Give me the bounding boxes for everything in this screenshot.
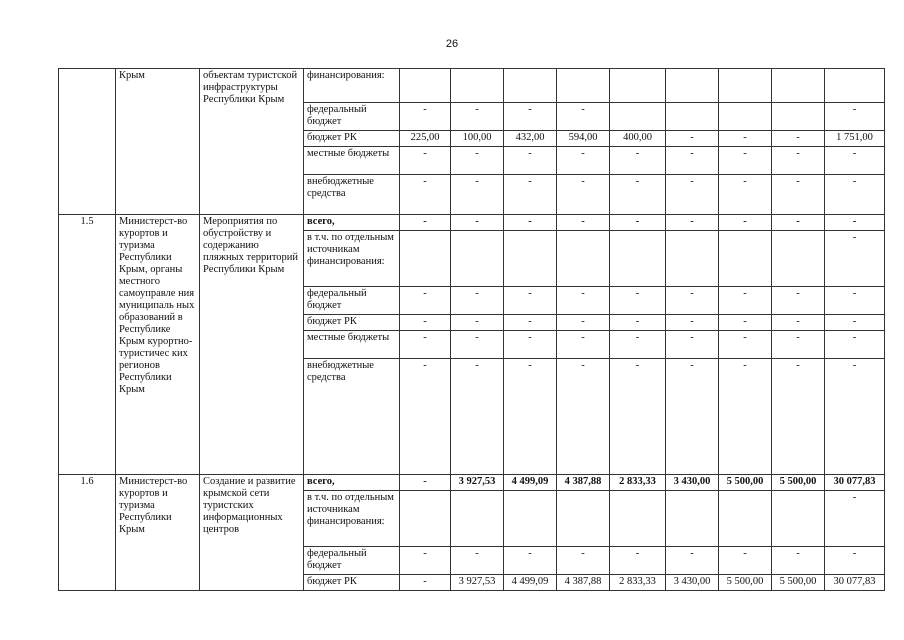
- value-cell: -: [451, 175, 504, 215]
- row-number: [59, 69, 116, 215]
- value-cell: -: [610, 215, 666, 231]
- funding-source-cell: всего,: [304, 475, 400, 491]
- value-cell: -: [825, 147, 885, 175]
- value-cell: -: [400, 147, 451, 175]
- value-cell: -: [400, 331, 451, 359]
- value-cell: [504, 231, 557, 287]
- value-cell: [610, 103, 666, 131]
- value-cell: -: [772, 147, 825, 175]
- value-cell: -: [400, 475, 451, 491]
- value-cell: [719, 231, 772, 287]
- financing-table: [58, 68, 885, 591]
- value-cell: 4 499,09: [504, 475, 557, 491]
- value-cell: -: [825, 491, 885, 547]
- executor-cell: Министерст-во курортов и туризма Республики Крым, органы местного самоуправле ния муниципаль ных образований в Республике Крым курортно-туристичес ких регионов Республики Крым: [116, 215, 200, 475]
- value-cell: -: [825, 547, 885, 575]
- value-cell: 2 833,33: [610, 475, 666, 491]
- value-cell: [772, 491, 825, 547]
- value-cell: -: [719, 331, 772, 359]
- value-cell: -: [451, 147, 504, 175]
- value-cell: -: [504, 103, 557, 131]
- funding-source-cell: бюджет РК: [304, 131, 400, 147]
- value-cell: [400, 231, 451, 287]
- value-cell: [719, 491, 772, 547]
- value-cell: -: [666, 215, 719, 231]
- value-cell: 3 430,00: [666, 475, 719, 491]
- value-cell: -: [825, 103, 885, 131]
- value-cell: -: [504, 331, 557, 359]
- value-cell: -: [825, 287, 885, 315]
- value-cell: 100,00: [451, 131, 504, 147]
- executor-cell: Министерст-во курортов и туризма Республики Крым: [116, 475, 200, 591]
- value-cell: [400, 69, 451, 103]
- value-cell: 4 499,09: [504, 575, 557, 591]
- value-cell: -: [666, 287, 719, 315]
- value-cell: -: [451, 103, 504, 131]
- value-cell: -: [400, 547, 451, 575]
- value-cell: -: [451, 315, 504, 331]
- value-cell: -: [557, 547, 610, 575]
- value-cell: [504, 69, 557, 103]
- value-cell: -: [557, 359, 610, 475]
- funding-source-cell: внебюджетные средства: [304, 359, 400, 475]
- value-cell: -: [610, 331, 666, 359]
- value-cell: -: [772, 331, 825, 359]
- value-cell: -: [504, 287, 557, 315]
- value-cell: -: [719, 175, 772, 215]
- value-cell: -: [557, 147, 610, 175]
- value-cell: 5 500,00: [719, 575, 772, 591]
- value-cell: [400, 491, 451, 547]
- value-cell: -: [772, 547, 825, 575]
- value-cell: [666, 103, 719, 131]
- funding-source-cell: местные бюджеты: [304, 147, 400, 175]
- value-cell: -: [451, 547, 504, 575]
- value-cell: [825, 69, 885, 103]
- value-cell: [451, 231, 504, 287]
- funding-source-cell: финансирования:: [304, 69, 400, 103]
- value-cell: -: [772, 215, 825, 231]
- value-cell: -: [825, 315, 885, 331]
- value-cell: [666, 491, 719, 547]
- value-cell: -: [825, 175, 885, 215]
- value-cell: -: [772, 287, 825, 315]
- value-cell: 400,00: [610, 131, 666, 147]
- value-cell: 2 833,33: [610, 575, 666, 591]
- value-cell: -: [400, 575, 451, 591]
- value-cell: 30 077,83: [825, 475, 885, 491]
- value-cell: -: [504, 175, 557, 215]
- value-cell: 5 500,00: [772, 575, 825, 591]
- value-cell: -: [825, 215, 885, 231]
- value-cell: [451, 69, 504, 103]
- value-cell: -: [825, 331, 885, 359]
- page-number: 26: [445, 38, 459, 50]
- value-cell: 1 751,00: [825, 131, 885, 147]
- value-cell: [504, 491, 557, 547]
- value-cell: -: [610, 175, 666, 215]
- value-cell: 30 077,83: [825, 575, 885, 591]
- value-cell: -: [719, 315, 772, 331]
- value-cell: -: [719, 215, 772, 231]
- value-cell: -: [451, 331, 504, 359]
- value-cell: -: [504, 315, 557, 331]
- value-cell: -: [557, 215, 610, 231]
- value-cell: -: [610, 547, 666, 575]
- row-number: 1.6: [59, 475, 116, 591]
- value-cell: -: [557, 315, 610, 331]
- value-cell: -: [610, 359, 666, 475]
- value-cell: -: [504, 147, 557, 175]
- value-cell: [557, 231, 610, 287]
- value-cell: -: [666, 359, 719, 475]
- value-cell: -: [666, 175, 719, 215]
- activity-cell: Создание и развитие крымской сети туристских информационных центров: [200, 475, 304, 591]
- table-row: [59, 475, 885, 491]
- value-cell: -: [400, 215, 451, 231]
- value-cell: -: [772, 175, 825, 215]
- value-cell: [557, 69, 610, 103]
- value-cell: 5 500,00: [719, 475, 772, 491]
- value-cell: -: [504, 547, 557, 575]
- value-cell: -: [719, 547, 772, 575]
- table-row: [59, 69, 885, 103]
- value-cell: [610, 231, 666, 287]
- value-cell: [451, 491, 504, 547]
- value-cell: -: [504, 215, 557, 231]
- value-cell: [610, 69, 666, 103]
- value-cell: [772, 69, 825, 103]
- funding-source-cell: федеральный бюджет: [304, 287, 400, 315]
- value-cell: [772, 231, 825, 287]
- value-cell: -: [772, 359, 825, 475]
- value-cell: [719, 103, 772, 131]
- executor-cell: Крым: [116, 69, 200, 215]
- value-cell: -: [719, 287, 772, 315]
- value-cell: [557, 491, 610, 547]
- value-cell: [772, 103, 825, 131]
- value-cell: -: [400, 175, 451, 215]
- value-cell: -: [666, 315, 719, 331]
- value-cell: 3 927,53: [451, 475, 504, 491]
- value-cell: 225,00: [400, 131, 451, 147]
- value-cell: -: [719, 131, 772, 147]
- value-cell: -: [825, 231, 885, 287]
- funding-source-cell: в т.ч. по отдельным источникам финансирования:: [304, 231, 400, 287]
- value-cell: -: [400, 287, 451, 315]
- value-cell: -: [451, 287, 504, 315]
- row-number: 1.5: [59, 215, 116, 475]
- value-cell: 4 387,88: [557, 575, 610, 591]
- value-cell: -: [610, 315, 666, 331]
- funding-source-cell: федеральный бюджет: [304, 103, 400, 131]
- value-cell: 3 430,00: [666, 575, 719, 591]
- value-cell: -: [666, 147, 719, 175]
- value-cell: -: [666, 331, 719, 359]
- value-cell: -: [772, 315, 825, 331]
- value-cell: -: [400, 103, 451, 131]
- funding-source-cell: федеральный бюджет: [304, 547, 400, 575]
- value-cell: -: [504, 359, 557, 475]
- value-cell: -: [557, 331, 610, 359]
- value-cell: -: [451, 359, 504, 475]
- funding-source-cell: в т.ч. по отдельным источникам финансирования:: [304, 491, 400, 547]
- funding-source-cell: бюджет РК: [304, 575, 400, 591]
- value-cell: -: [451, 215, 504, 231]
- value-cell: -: [557, 287, 610, 315]
- table-row: [59, 215, 885, 231]
- value-cell: [610, 491, 666, 547]
- value-cell: -: [666, 547, 719, 575]
- funding-source-cell: местные бюджеты: [304, 331, 400, 359]
- value-cell: [666, 69, 719, 103]
- value-cell: 4 387,88: [557, 475, 610, 491]
- funding-source-cell: всего,: [304, 215, 400, 231]
- value-cell: -: [400, 359, 451, 475]
- value-cell: -: [610, 287, 666, 315]
- funding-source-cell: внебюджетные средства: [304, 175, 400, 215]
- value-cell: -: [557, 103, 610, 131]
- value-cell: -: [400, 315, 451, 331]
- activity-cell: Мероприятия по обустройству и содержанию пляжных территорий Республики Крым: [200, 215, 304, 475]
- value-cell: -: [772, 131, 825, 147]
- value-cell: 5 500,00: [772, 475, 825, 491]
- value-cell: -: [719, 147, 772, 175]
- value-cell: -: [610, 147, 666, 175]
- value-cell: 432,00: [504, 131, 557, 147]
- value-cell: 594,00: [557, 131, 610, 147]
- value-cell: -: [557, 175, 610, 215]
- value-cell: [719, 69, 772, 103]
- activity-cell: объектам туристской инфраструктуры Республики Крым: [200, 69, 304, 215]
- value-cell: -: [825, 359, 885, 475]
- value-cell: -: [666, 131, 719, 147]
- value-cell: -: [719, 359, 772, 475]
- value-cell: 3 927,53: [451, 575, 504, 591]
- value-cell: [666, 231, 719, 287]
- funding-source-cell: бюджет РК: [304, 315, 400, 331]
